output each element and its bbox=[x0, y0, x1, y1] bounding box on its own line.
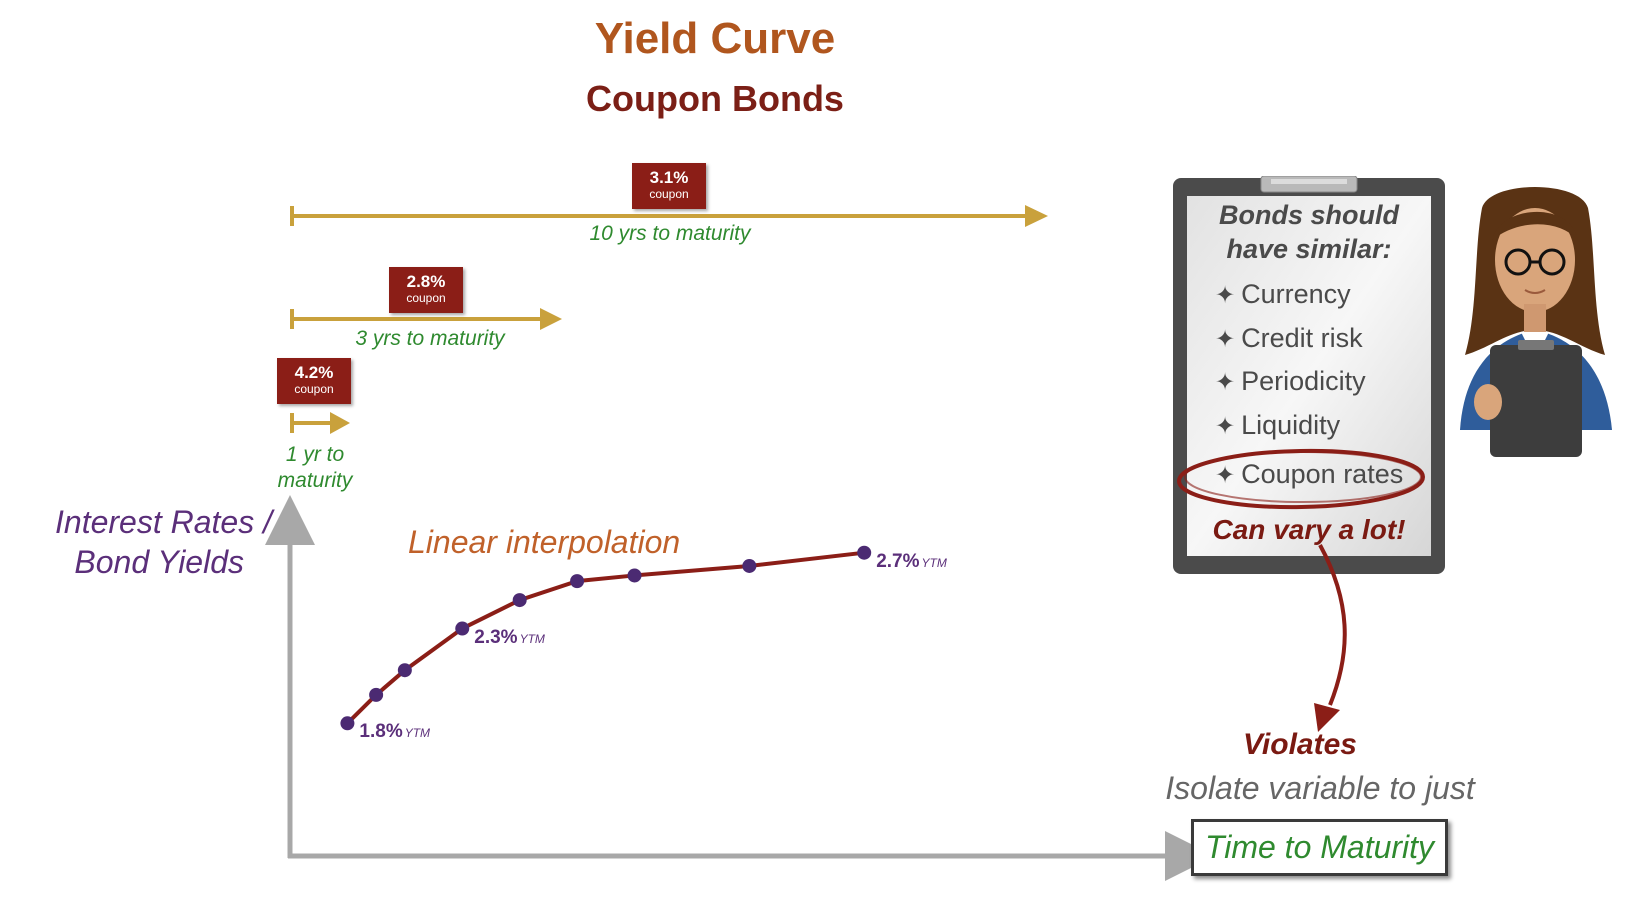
ytm-value: 2.7% bbox=[876, 550, 920, 572]
clipboard-item-text: Periodicity bbox=[1241, 366, 1366, 396]
y-axis-label-line: Bond Yields bbox=[74, 544, 244, 580]
clipboard-heading-line: have similar: bbox=[1226, 234, 1392, 264]
ytm-suffix: YTM bbox=[404, 726, 431, 741]
coupon-value: 4.2% bbox=[294, 363, 334, 382]
coupon-value: 2.8% bbox=[406, 272, 446, 291]
maturity-label-10yr: 10 yrs to maturity bbox=[589, 222, 751, 245]
coupon-text: coupon bbox=[294, 382, 334, 396]
coupon-text: coupon bbox=[406, 291, 446, 305]
clipboard-item-text: Credit risk bbox=[1241, 323, 1363, 353]
clipboard-item-text: Coupon rates bbox=[1241, 459, 1404, 489]
y-axis-label-line: Interest Rates / bbox=[55, 504, 272, 540]
interpolation-label: Linear interpolation bbox=[408, 524, 681, 560]
ytm-value: 1.8% bbox=[359, 721, 403, 743]
coupon-value: 3.1% bbox=[649, 168, 689, 187]
ytm-data-label bbox=[474, 627, 545, 649]
star-bullet-icon: ✦ bbox=[1215, 326, 1236, 353]
x-axis-label-box: Time to Maturity bbox=[1191, 819, 1448, 876]
ytm-data-label bbox=[359, 721, 430, 743]
ytm-suffix: YTM bbox=[921, 555, 947, 570]
clipboard-item-text: Liquidity bbox=[1241, 410, 1341, 440]
maturity-label-line: maturity bbox=[277, 469, 353, 492]
coupon-text: coupon bbox=[649, 187, 689, 201]
maturity-label-line: 1 yr to bbox=[285, 443, 345, 466]
maturity-label-3yr: 3 yrs to maturity bbox=[355, 327, 505, 350]
star-bullet-icon: ✦ bbox=[1215, 462, 1236, 489]
clipboard-item-text: Currency bbox=[1241, 279, 1351, 309]
ytm-data-label bbox=[876, 551, 947, 573]
ytm-value: 2.3% bbox=[474, 626, 518, 648]
isolate-label: Isolate variable to just bbox=[1165, 770, 1475, 806]
slide-subtitle: Coupon Bonds bbox=[586, 78, 844, 119]
slide-title: Yield Curve bbox=[594, 14, 836, 63]
violates-label: Violates bbox=[1243, 728, 1357, 761]
clipboard-heading-line: Bonds should bbox=[1219, 200, 1399, 230]
star-bullet-icon: ✦ bbox=[1215, 282, 1236, 309]
analyst-avatar bbox=[1440, 180, 1630, 460]
star-bullet-icon: ✦ bbox=[1215, 413, 1236, 440]
star-bullet-icon: ✦ bbox=[1215, 369, 1236, 396]
clipboard-warning: Can vary a lot! bbox=[1212, 514, 1406, 545]
ytm-suffix: YTM bbox=[519, 631, 545, 646]
